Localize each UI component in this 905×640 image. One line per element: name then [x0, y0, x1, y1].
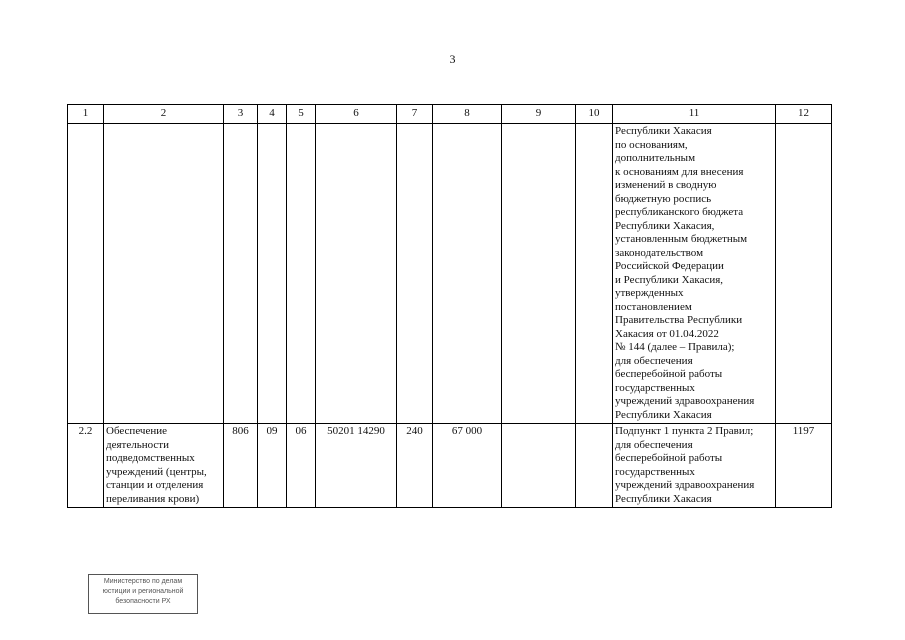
table-cell: 1197: [776, 424, 832, 508]
table-cell: [502, 424, 576, 508]
table-cell: 2.2: [68, 424, 104, 508]
table-cell: 09: [258, 424, 287, 508]
column-header: 5: [287, 105, 316, 124]
table-cell: 06: [287, 424, 316, 508]
table-cell: [316, 124, 397, 424]
table-cell: Подпункт 1 пункта 2 Правил; для обеспечения бесперебойной работы государственных учреждений здравоохранения Республики Хакасия: [613, 424, 776, 508]
table-cell: [224, 124, 258, 424]
table-cell: 806: [224, 424, 258, 508]
column-header: 10: [576, 105, 613, 124]
column-header: 12: [776, 105, 832, 124]
table-cell: [433, 124, 502, 424]
column-header: 8: [433, 105, 502, 124]
table-cell: Обеспечение деятельности подведомственных учреждений (центры, станции и отделения переливания крови): [104, 424, 224, 508]
table-cell: [287, 124, 316, 424]
table-cell: [258, 124, 287, 424]
column-header: 11: [613, 105, 776, 124]
column-header: 9: [502, 105, 576, 124]
column-header: 6: [316, 105, 397, 124]
table-cell: [576, 424, 613, 508]
table-cell: [104, 124, 224, 424]
table-cell: Республики Хакасия по основаниям, дополнительным к основаниям для внесения изменений в сводную бюджетную роспись республиканского бюджета Республики Хакасия, установленным бюджетным законодательством Российской Федерации и Республики Хакасия, утвержденных постановлением Правительства Республики Хакасия от 01.04.2022 № 144 (далее – Правила); для обеспечения бесперебойной работы государственных учреждений здравоохранения Республики Хакасия: [613, 124, 776, 424]
table-cell: [397, 124, 433, 424]
table-cell: 50201 14290: [316, 424, 397, 508]
table-cell: 67 000: [433, 424, 502, 508]
column-header: 2: [104, 105, 224, 124]
table-cell: [776, 124, 832, 424]
table-header-row: [68, 105, 832, 124]
table-cell: [576, 124, 613, 424]
table-cell: [68, 124, 104, 424]
registration-stamp: Министерство по делам юстиции и региональной безопасности РХ: [88, 574, 198, 614]
budget-table: [67, 104, 832, 508]
column-header: 7: [397, 105, 433, 124]
table-cell: 240: [397, 424, 433, 508]
table-row: [68, 424, 832, 508]
column-header: 3: [224, 105, 258, 124]
table-cell: [502, 124, 576, 424]
page-number: 3: [449, 52, 456, 66]
column-header: 1: [68, 105, 104, 124]
column-header: 4: [258, 105, 287, 124]
table-row: [68, 124, 832, 424]
